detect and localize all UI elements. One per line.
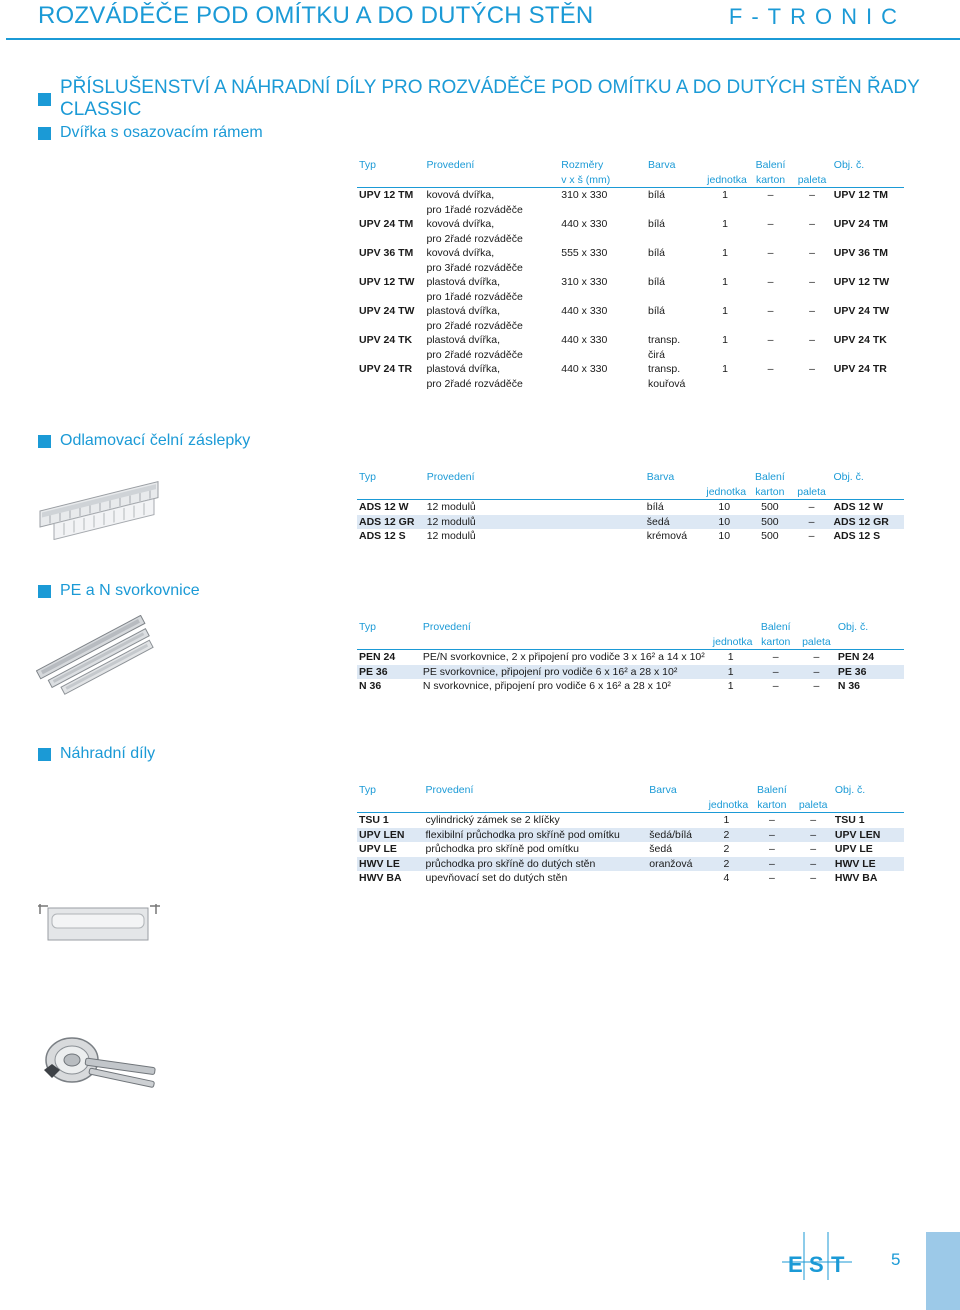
col-jednotka: jednotka bbox=[706, 485, 747, 498]
cell-jednotka: 1 bbox=[727, 680, 734, 692]
cell-jednotka: 1 bbox=[727, 665, 734, 678]
col-paleta: paleta bbox=[802, 635, 831, 648]
cell-barva: transp. bbox=[648, 334, 681, 346]
bullet-square-icon bbox=[38, 127, 51, 140]
cell-obj: ADS 12 W bbox=[833, 501, 884, 513]
cell-barva: bílá bbox=[646, 501, 664, 513]
cell-karton: – bbox=[772, 651, 779, 663]
table-row bbox=[357, 828, 904, 843]
section-title: PE a N svorkovnice bbox=[60, 582, 200, 599]
table-subheader-row bbox=[357, 798, 904, 813]
cell-paleta: – bbox=[809, 247, 815, 259]
cell-provedeni: flexibilní průchodka pro skříně pod omítku bbox=[425, 828, 620, 841]
bullet-square-icon bbox=[38, 435, 51, 448]
cell-barva-line2 bbox=[646, 203, 701, 218]
table-row bbox=[357, 275, 904, 290]
cell-obj: UPV 36 TM bbox=[833, 247, 889, 259]
cell-jednotka: 1 bbox=[723, 814, 730, 826]
cell-provedeni: 12 modulů bbox=[426, 530, 476, 542]
table-row bbox=[357, 650, 904, 665]
cell-jednotka: 1 bbox=[727, 651, 734, 663]
cell-paleta: – bbox=[810, 857, 817, 870]
col-typ: Typ bbox=[359, 471, 376, 483]
cell-paleta: – bbox=[810, 828, 817, 841]
cell-rozmer: 310 x 330 bbox=[561, 276, 608, 288]
cell-paleta: – bbox=[813, 651, 820, 663]
cell-provedeni: 12 modulů bbox=[426, 501, 476, 513]
col-rozmery-unit: v x š (mm) bbox=[561, 173, 611, 186]
terminal-block-image bbox=[36, 615, 156, 695]
cell-karton: – bbox=[772, 680, 779, 692]
cell-provedeni: kovová dvířka, bbox=[426, 218, 495, 230]
cell-provedeni: PE svorkovnice, připojení pro vodiče 6 x 16² a 28 x 10² bbox=[422, 665, 678, 678]
table-row bbox=[357, 203, 904, 218]
cell-karton: – bbox=[767, 189, 774, 201]
table-row bbox=[357, 333, 904, 348]
cell-obj: UPV 12 TM bbox=[833, 189, 889, 201]
cell-paleta: – bbox=[809, 276, 815, 288]
cell-jednotka: 1 bbox=[722, 363, 728, 375]
cell-obj: UPV 24 TW bbox=[833, 305, 890, 317]
cell-obj: HWV LE bbox=[834, 857, 876, 870]
cell-rozmer: 440 x 330 bbox=[561, 363, 608, 375]
svg-text:S: S bbox=[809, 1252, 824, 1277]
cell-paleta: – bbox=[809, 334, 815, 346]
cell-obj: PEN 24 bbox=[837, 651, 875, 663]
table-row bbox=[357, 348, 904, 363]
section-heading-spares bbox=[38, 745, 155, 763]
cell-typ: UPV LEN bbox=[359, 828, 405, 841]
cell-karton: – bbox=[767, 363, 774, 375]
col-provedeni: Provedení bbox=[426, 159, 475, 171]
table-row bbox=[357, 362, 904, 377]
cell-barva: bílá bbox=[648, 189, 665, 201]
cell-karton: 500 bbox=[761, 530, 779, 542]
cell-jednotka: 10 bbox=[718, 515, 731, 528]
col-obj: Obj. č. bbox=[837, 621, 869, 633]
cell-typ: PE 36 bbox=[359, 665, 388, 678]
cell-karton: – bbox=[768, 872, 775, 884]
cell-rozmer: 310 x 330 bbox=[561, 189, 608, 201]
cell-rozmer: 440 x 330 bbox=[561, 305, 608, 317]
cell-barva-line2: čirá bbox=[648, 348, 665, 361]
cell-provedeni: plastová dvířka, bbox=[426, 276, 501, 288]
cell-rozmer: 440 x 330 bbox=[561, 218, 608, 230]
col-barva: Barva bbox=[646, 471, 675, 483]
cell-jednotka: 1 bbox=[722, 334, 728, 346]
col-rozmery: Rozměry bbox=[561, 159, 604, 171]
cell-provedeni: průchodka pro skříně pod omítku bbox=[425, 843, 580, 855]
table-header-row bbox=[357, 620, 904, 635]
table-row bbox=[357, 871, 904, 886]
cell-karton: – bbox=[767, 334, 774, 346]
main-heading-text: PŘÍSLUŠENSTVÍ A NÁHRADNÍ DÍLY PRO ROZVÁDĚČE POD OMÍTKU A DO DUTÝCH STĚN ŘADY CLASSIC bbox=[60, 77, 920, 120]
cell-provedeni-line2: pro 1řadé rozváděče bbox=[426, 203, 523, 216]
cell-jednotka: 1 bbox=[722, 189, 728, 201]
cell-barva-line2 bbox=[646, 232, 701, 247]
table-row bbox=[357, 290, 904, 305]
cell-barva-line2 bbox=[646, 319, 701, 334]
col-typ: Typ bbox=[359, 159, 376, 171]
cell-barva: šedá bbox=[646, 515, 670, 528]
cell-jednotka: 2 bbox=[723, 828, 730, 841]
cell-barva-line2 bbox=[646, 261, 701, 276]
cell-provedeni-line2: pro 2řadé rozváděče bbox=[426, 319, 523, 332]
cell-barva: oranžová bbox=[649, 857, 693, 870]
col-paleta: paleta bbox=[798, 798, 828, 811]
cell-karton: – bbox=[767, 305, 774, 317]
spares-table bbox=[357, 783, 904, 886]
col-baleni: Balení bbox=[756, 784, 787, 796]
cell-jednotka: 1 bbox=[722, 218, 728, 230]
col-provedeni: Provedení bbox=[426, 471, 475, 483]
cell-obj: HWV BA bbox=[834, 872, 878, 884]
cell-obj: UPV 24 TR bbox=[833, 363, 887, 375]
cell-barva bbox=[647, 813, 702, 828]
cell-karton: 500 bbox=[761, 515, 779, 528]
cell-provedeni: PE/N svorkovnice, 2 x připojení pro vodiče 3 x 16² a 14 x 10² bbox=[422, 651, 705, 663]
col-provedeni: Provedení bbox=[422, 621, 471, 633]
cell-karton: – bbox=[768, 828, 775, 841]
cell-paleta: – bbox=[808, 530, 815, 542]
col-typ: Typ bbox=[359, 784, 376, 796]
cell-karton: 500 bbox=[761, 501, 779, 513]
col-karton: karton bbox=[755, 485, 785, 498]
cell-jednotka: 1 bbox=[722, 247, 728, 259]
cell-jednotka: 2 bbox=[723, 843, 730, 855]
table-row bbox=[357, 188, 904, 203]
cell-paleta: – bbox=[810, 843, 817, 855]
cell-typ: ADS 12 GR bbox=[359, 515, 415, 528]
cell-obj: UPV LEN bbox=[834, 828, 881, 841]
table-subheader-row bbox=[357, 173, 904, 188]
cell-typ: UPV 24 TR bbox=[359, 363, 413, 375]
table-row bbox=[357, 246, 904, 261]
col-paleta: paleta bbox=[797, 485, 826, 498]
table-row bbox=[357, 665, 904, 680]
cell-rozmer: 555 x 330 bbox=[561, 247, 608, 259]
cell-obj: PE 36 bbox=[837, 665, 867, 678]
cell-paleta: – bbox=[808, 501, 815, 513]
cell-barva: bílá bbox=[648, 305, 665, 317]
svg-text:T: T bbox=[831, 1252, 845, 1277]
col-karton: karton bbox=[757, 798, 787, 811]
table-row bbox=[357, 529, 904, 544]
cell-jednotka: 10 bbox=[718, 501, 731, 513]
col-baleni: Balení bbox=[760, 621, 791, 633]
col-typ: Typ bbox=[359, 621, 376, 633]
table-row bbox=[357, 842, 904, 857]
cell-typ: UPV 12 TW bbox=[359, 276, 415, 288]
cell-paleta: – bbox=[810, 872, 817, 884]
section-title: Odlamovací čelní záslepky bbox=[60, 432, 251, 449]
page-tab-bar bbox=[926, 1232, 960, 1310]
cell-provedeni: kovová dvířka, bbox=[426, 247, 495, 259]
cell-barva: krémová bbox=[646, 530, 688, 542]
table-row bbox=[357, 304, 904, 319]
cell-karton: – bbox=[768, 843, 775, 855]
cell-obj: ADS 12 GR bbox=[833, 515, 889, 528]
bullet-square-icon bbox=[38, 585, 51, 598]
cell-barva: bílá bbox=[648, 218, 665, 230]
cell-karton: – bbox=[768, 857, 775, 870]
cell-provedeni-line2: pro 2řadé rozváděče bbox=[426, 377, 523, 390]
col-baleni: Balení bbox=[755, 159, 786, 171]
cylinder-lock-image bbox=[38, 1020, 162, 1090]
section-heading-doors bbox=[38, 124, 263, 142]
cell-karton: – bbox=[767, 218, 774, 230]
col-provedeni: Provedení bbox=[425, 784, 474, 796]
page-title: ROZVÁDĚČE POD OMÍTKU A DO DUTÝCH STĚN bbox=[38, 2, 594, 29]
cell-typ: UPV 24 TW bbox=[359, 305, 415, 317]
cell-typ: N 36 bbox=[359, 680, 382, 692]
page-number: 5 bbox=[891, 1250, 901, 1269]
cell-paleta: – bbox=[813, 680, 820, 692]
table-subheader-row bbox=[357, 485, 904, 500]
cell-paleta: – bbox=[809, 189, 815, 201]
cell-provedeni: cylindrický zámek se 2 klíčky bbox=[425, 814, 560, 826]
cell-paleta: – bbox=[809, 363, 815, 375]
cell-barva-line2: kouřová bbox=[648, 377, 686, 390]
cell-obj: UPV LE bbox=[834, 843, 873, 855]
cell-barva: šedá/bílá bbox=[649, 828, 692, 841]
cell-provedeni: N svorkovnice, připojení pro vodiče 6 x 16² a 28 x 10² bbox=[422, 680, 671, 692]
cell-typ: TSU 1 bbox=[359, 814, 389, 826]
cell-provedeni: kovová dvířka, bbox=[426, 189, 495, 201]
section-title: Náhradní díly bbox=[60, 745, 156, 762]
table-header-row bbox=[357, 783, 904, 798]
cell-jednotka: 2 bbox=[723, 857, 730, 870]
cell-obj: N 36 bbox=[837, 680, 861, 692]
table-row bbox=[357, 515, 904, 530]
cell-jednotka: 1 bbox=[722, 305, 728, 317]
col-obj: Obj. č. bbox=[834, 784, 866, 796]
cell-karton: – bbox=[767, 247, 774, 259]
blanking-strip-image bbox=[36, 478, 162, 540]
main-heading bbox=[38, 77, 960, 121]
col-obj: Obj. č. bbox=[833, 159, 865, 171]
cell-provedeni-line2: pro 2řadé rozváděče bbox=[426, 348, 523, 361]
est-logo bbox=[782, 1232, 852, 1280]
cell-typ: UPV 36 TM bbox=[359, 247, 414, 259]
table-row bbox=[357, 679, 904, 694]
section-heading-terminals bbox=[38, 582, 200, 600]
col-obj: Obj. č. bbox=[833, 471, 864, 483]
cell-jednotka: 4 bbox=[723, 872, 730, 884]
table-row bbox=[357, 217, 904, 232]
cell-provedeni: plastová dvířka, bbox=[426, 334, 501, 346]
table-row bbox=[357, 232, 904, 247]
cell-paleta: – bbox=[813, 665, 820, 678]
table-row bbox=[357, 319, 904, 334]
cell-typ: UPV 24 TK bbox=[359, 334, 413, 346]
cell-jednotka: 10 bbox=[718, 530, 731, 542]
cell-obj: ADS 12 S bbox=[833, 530, 881, 542]
cell-typ: ADS 12 S bbox=[359, 530, 406, 542]
cell-provedeni-line2: pro 3řadé rozváděče bbox=[426, 261, 523, 274]
cell-paleta: – bbox=[810, 814, 817, 826]
table-header-row bbox=[357, 470, 904, 485]
col-jednotka: jednotka bbox=[708, 798, 749, 811]
doors-table bbox=[357, 158, 904, 391]
cell-rozmer: 440 x 330 bbox=[561, 334, 608, 346]
cell-typ: UPV 24 TM bbox=[359, 218, 414, 230]
col-paleta: paleta bbox=[797, 173, 827, 186]
brand-name: F-TRONIC bbox=[728, 4, 906, 29]
cell-barva: šedá bbox=[649, 843, 673, 855]
section-heading-blanks bbox=[38, 432, 250, 450]
cell-provedeni: 12 modulů bbox=[426, 515, 476, 528]
table-row bbox=[357, 377, 904, 392]
cell-paleta: – bbox=[808, 515, 815, 528]
col-barva: Barva bbox=[649, 784, 677, 796]
col-baleni: Balení bbox=[754, 471, 785, 483]
cell-typ: HWV LE bbox=[359, 857, 400, 870]
cell-paleta: – bbox=[809, 305, 815, 317]
table-row bbox=[357, 261, 904, 276]
table-row bbox=[357, 857, 904, 872]
col-barva: Barva bbox=[648, 159, 676, 171]
svg-text:E: E bbox=[788, 1252, 803, 1277]
cell-typ: HWV BA bbox=[359, 872, 402, 884]
cell-provedeni: průchodka pro skříně do dutých stěn bbox=[425, 857, 596, 870]
cell-barva: transp. bbox=[648, 363, 681, 375]
cell-provedeni-line2: pro 1řadé rozváděče bbox=[426, 290, 523, 303]
cell-karton: – bbox=[768, 814, 775, 826]
cell-paleta: – bbox=[809, 218, 815, 230]
cell-provedeni: upevňovací set do dutých stěn bbox=[425, 872, 568, 884]
bullet-square-icon bbox=[38, 93, 51, 106]
cell-obj: UPV 24 TK bbox=[833, 334, 887, 346]
bullet-square-icon bbox=[38, 748, 51, 761]
cell-barva bbox=[647, 871, 702, 886]
cell-karton: – bbox=[767, 276, 774, 288]
cell-barva: bílá bbox=[648, 276, 665, 288]
cell-jednotka: 1 bbox=[722, 276, 728, 288]
col-jednotka: jednotka bbox=[707, 173, 747, 186]
section-title: Dvířka s osazovacím rámem bbox=[60, 124, 263, 141]
grommet-image bbox=[36, 900, 162, 946]
blanks-table bbox=[357, 470, 904, 544]
cell-typ: ADS 12 W bbox=[359, 501, 409, 513]
col-karton: karton bbox=[761, 635, 791, 648]
terminals-table bbox=[357, 620, 904, 694]
cell-obj: UPV 24 TM bbox=[833, 218, 889, 230]
cell-typ: UPV 12 TM bbox=[359, 189, 414, 201]
table-row bbox=[357, 813, 904, 828]
col-jednotka: jednotka bbox=[712, 635, 753, 648]
cell-barva-line2 bbox=[646, 290, 701, 305]
header-divider bbox=[6, 38, 960, 40]
cell-typ: PEN 24 bbox=[359, 651, 396, 663]
cell-provedeni: plastová dvířka, bbox=[426, 305, 501, 317]
cell-typ: UPV LE bbox=[359, 843, 397, 855]
cell-karton: – bbox=[772, 665, 779, 678]
cell-provedeni-line2: pro 2řadé rozváděče bbox=[426, 232, 523, 245]
cell-obj: UPV 12 TW bbox=[833, 276, 890, 288]
table-subheader-row bbox=[357, 635, 904, 650]
table-row bbox=[357, 500, 904, 515]
col-karton: karton bbox=[755, 173, 786, 186]
cell-provedeni: plastová dvířka, bbox=[426, 363, 501, 375]
cell-barva: bílá bbox=[648, 247, 665, 259]
table-header-row bbox=[357, 158, 904, 173]
cell-obj: TSU 1 bbox=[834, 814, 865, 826]
